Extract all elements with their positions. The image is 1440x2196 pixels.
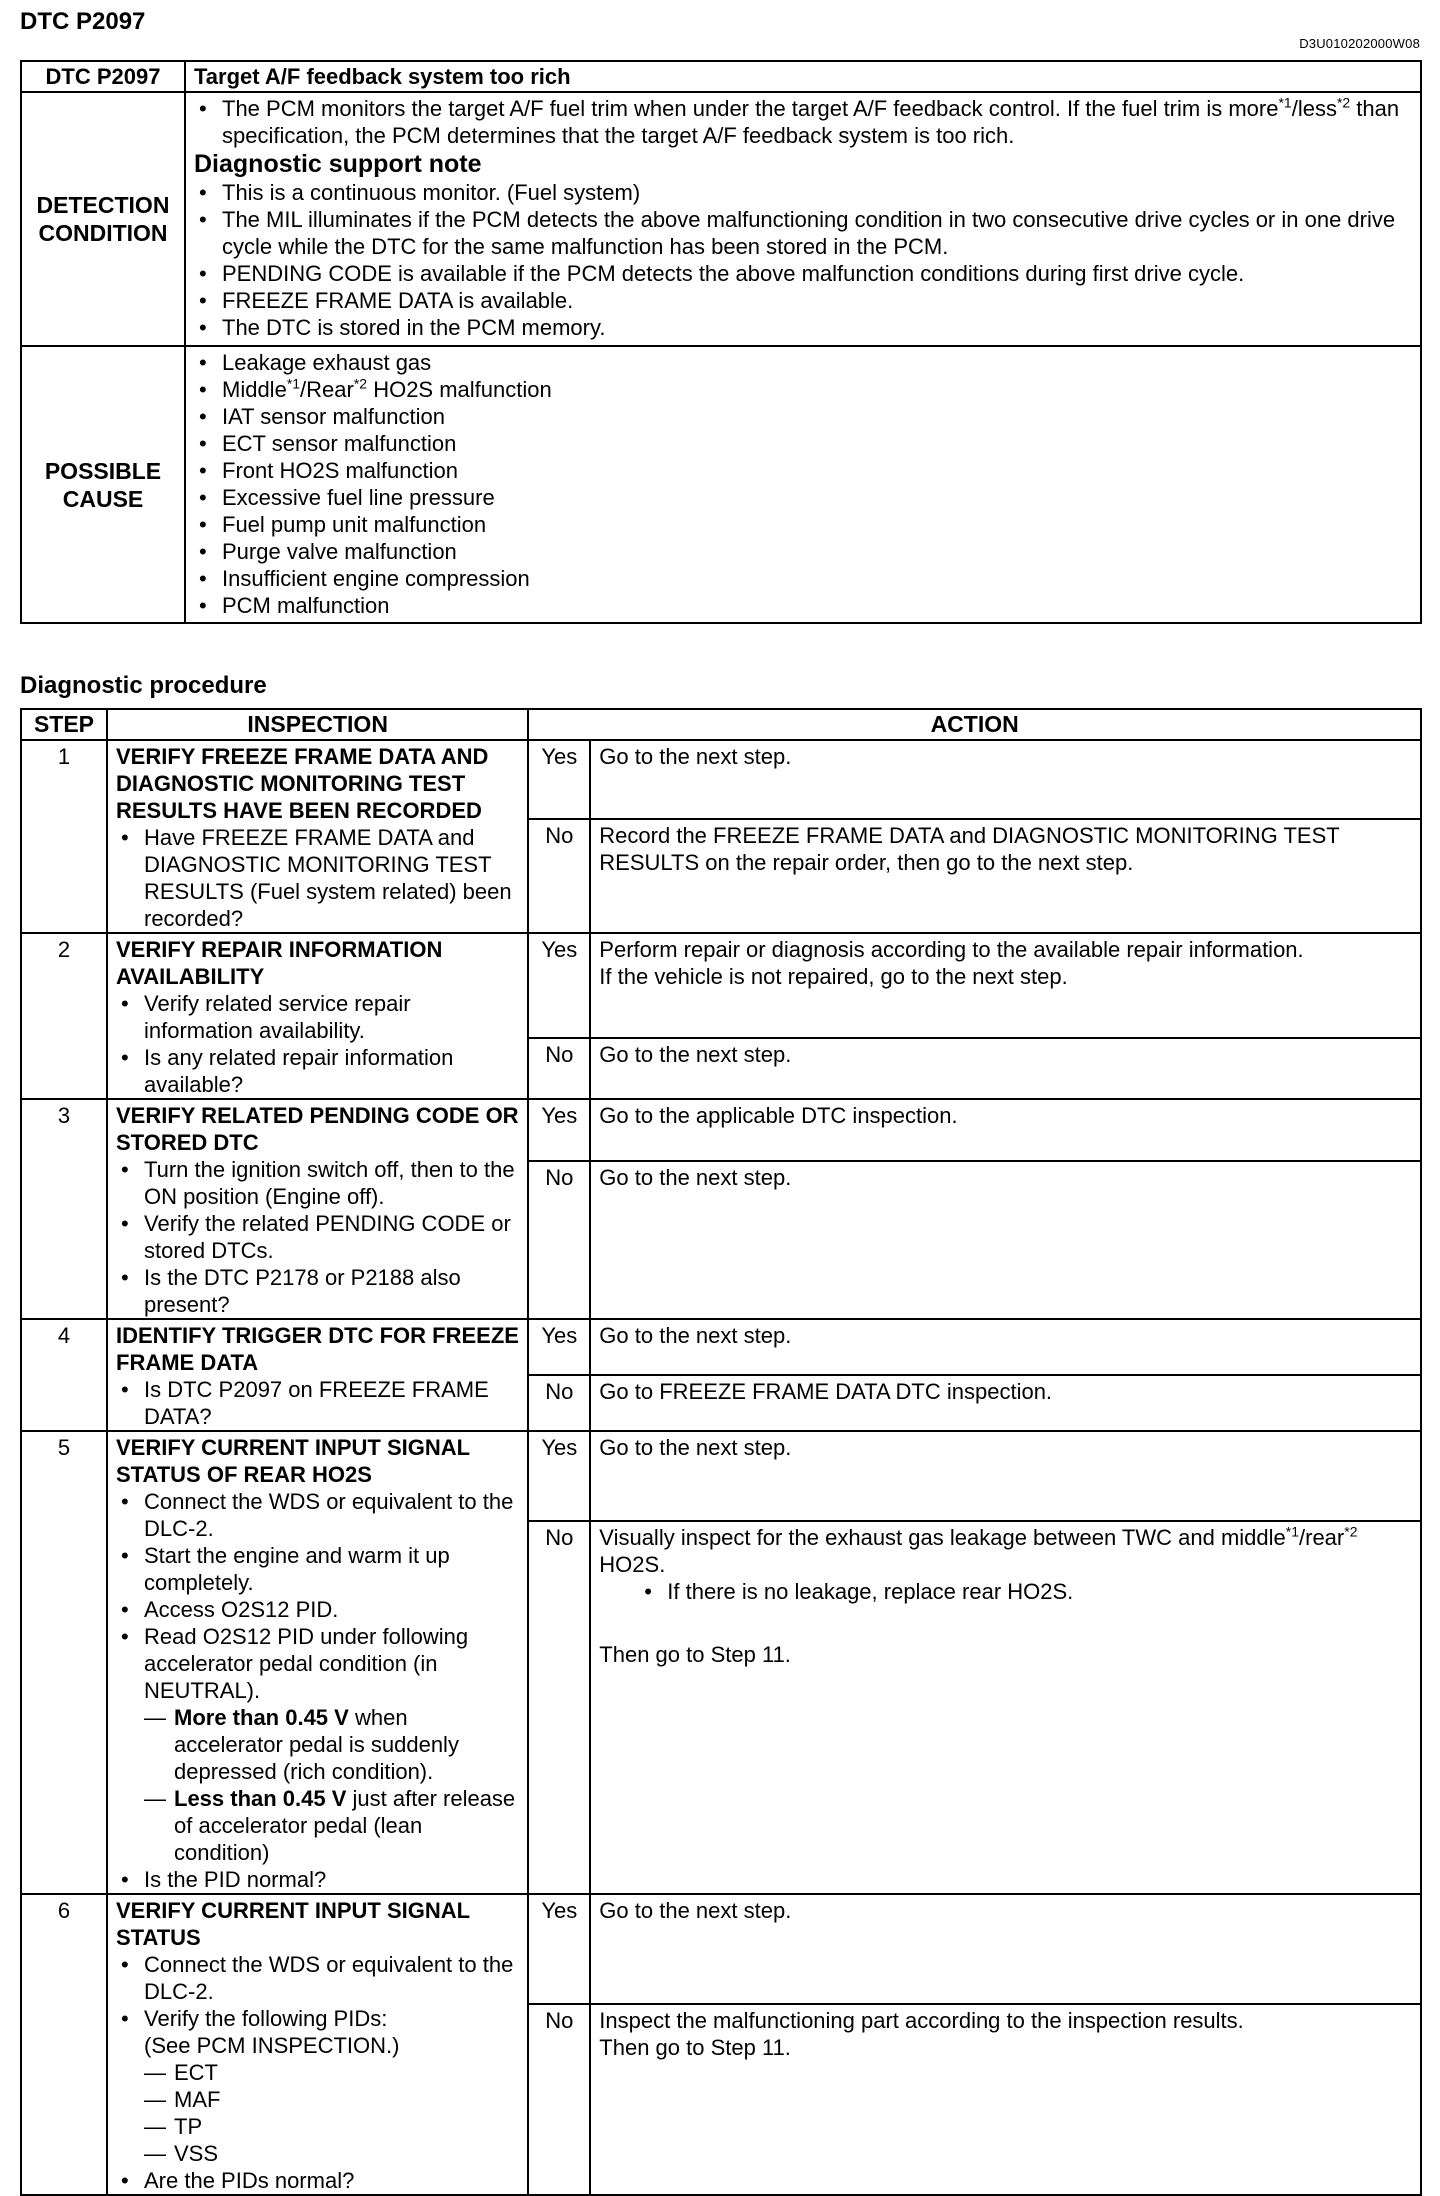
step-bullets bbox=[116, 1488, 519, 1893]
no-action: Go to the next step. bbox=[590, 1038, 1421, 1099]
page-title: DTC P2097 bbox=[20, 8, 146, 35]
step-bullet: • Connect the WDS or equivalent to the DLC-2. bbox=[144, 1488, 519, 1542]
yes-action: Go to the next step. bbox=[590, 1894, 1421, 2004]
step-bullet: • Start the engine and warm it up completely. bbox=[144, 1542, 519, 1596]
step-inspection bbox=[107, 1894, 528, 2195]
step-inspection bbox=[107, 1099, 528, 1319]
step-bullet: • Access O2S12 PID. bbox=[144, 1596, 519, 1623]
no-label: No bbox=[528, 2004, 590, 2195]
support-note-item: • PENDING CODE is available if the PCM detects the above malfunction conditions during first drive cycle. bbox=[222, 260, 1412, 287]
detection-condition-row bbox=[21, 92, 1421, 346]
possible-cause-label: POSSIBLE CAUSE bbox=[21, 346, 185, 623]
support-note-item: • The DTC is stored in the PCM memory. bbox=[222, 314, 1412, 341]
step-bullets bbox=[116, 1156, 519, 1318]
condition-item: — More than 0.45 V when accelerator pedal is suddenly depressed (rich condition). bbox=[174, 1704, 519, 1785]
cause-item: • PCM malfunction bbox=[222, 592, 1412, 619]
step-bullet: • Read O2S12 PID under following accelerator pedal condition (in NEUTRAL). — More than 0.45 V when accelerator pedal is suddenly depressed (rich condition). — Less than 0.45 V just after release of accelerator pedal (lean condition) bbox=[144, 1623, 519, 1866]
step-number: 5 bbox=[21, 1431, 107, 1894]
step-title: VERIFY CURRENT INPUT SIGNAL STATUS OF REAR HO2S bbox=[116, 1435, 470, 1487]
yes-label: Yes bbox=[528, 1431, 590, 1521]
step-title: VERIFY CURRENT INPUT SIGNAL STATUS bbox=[116, 1898, 470, 1950]
detection-condition-content bbox=[185, 92, 1421, 346]
pid-item: — ECT bbox=[174, 2059, 519, 2086]
procedure-header-row bbox=[21, 709, 1421, 740]
condition-item: — Less than 0.45 V just after release of accelerator pedal (lean condition) bbox=[174, 1785, 519, 1866]
step-bullet: • Is the PID normal? bbox=[144, 1866, 519, 1893]
step-inspection bbox=[107, 1319, 528, 1431]
inspection-header: INSPECTION bbox=[107, 709, 528, 740]
step-number: 1 bbox=[21, 740, 107, 933]
step-bullet: • Are the PIDs normal? bbox=[144, 2167, 519, 2194]
yes-label: Yes bbox=[528, 740, 590, 819]
cause-item: • Leakage exhaust gas bbox=[222, 349, 1412, 376]
step-number: 6 bbox=[21, 1894, 107, 2195]
step-bullets bbox=[116, 990, 519, 1098]
yes-label: Yes bbox=[528, 1894, 590, 2004]
support-note-item: • FREEZE FRAME DATA is available. bbox=[222, 287, 1412, 314]
see-reference: (See PCM INSPECTION.) bbox=[144, 2033, 400, 2058]
dtc-code-cell: DTC P2097 bbox=[21, 61, 185, 92]
no-label: No bbox=[528, 1375, 590, 1431]
possible-cause-content bbox=[185, 346, 1421, 623]
no-action: Record the FREEZE FRAME DATA and DIAGNOSTIC MONITORING TEST RESULTS on the repair order, then go to the next step. bbox=[590, 819, 1421, 933]
no-action-bullets bbox=[599, 1578, 1412, 1605]
cause-item: • Insufficient engine compression bbox=[222, 565, 1412, 592]
step-bullets bbox=[116, 1376, 519, 1430]
step-title: VERIFY FREEZE FRAME DATA AND DIAGNOSTIC MONITORING TEST RESULTS HAVE BEEN RECORDED bbox=[116, 744, 489, 823]
support-note-item: • The MIL illuminates if the PCM detects the above malfunctioning condition in two consecutive drive cycles or in one drive cycle while the DTC for the same malfunction has been stored in the PCM. bbox=[222, 206, 1412, 260]
cause-item: • Front HO2S malfunction bbox=[222, 457, 1412, 484]
step-bullet: • Verify the related PENDING CODE or stored DTCs. bbox=[144, 1210, 519, 1264]
pid-item: — TP bbox=[174, 2113, 519, 2140]
step-bullet: • Is DTC P2097 on FREEZE FRAME DATA? bbox=[144, 1376, 519, 1430]
no-label: No bbox=[528, 819, 590, 933]
detection-item: • The PCM monitors the target A/F fuel trim when under the target A/F feedback control. If the fuel trim is more$^{*1}$/less$^{*2}$ than specification, the PCM determines that the target A/F feedback system is too rich. bbox=[222, 95, 1412, 149]
step-row bbox=[21, 1894, 1421, 2004]
yes-action: Go to the next step. bbox=[590, 1431, 1421, 1521]
no-action: Go to FREEZE FRAME DATA DTC inspection. bbox=[590, 1375, 1421, 1431]
pid-item: — VSS bbox=[174, 2140, 519, 2167]
yes-action: Go to the applicable DTC inspection. bbox=[590, 1099, 1421, 1161]
step-row bbox=[21, 1431, 1421, 1521]
cause-item: • IAT sensor malfunction bbox=[222, 403, 1412, 430]
yes-label: Yes bbox=[528, 1319, 590, 1375]
step-number: 3 bbox=[21, 1099, 107, 1319]
step-number: 4 bbox=[21, 1319, 107, 1431]
yes-action: Go to the next step. bbox=[590, 740, 1421, 819]
step-bullet: • Connect the WDS or equivalent to the DLC-2. bbox=[144, 1951, 519, 2005]
no-label: No bbox=[528, 1161, 590, 1319]
step-row bbox=[21, 740, 1421, 819]
cause-item: • ECT sensor malfunction bbox=[222, 430, 1412, 457]
detection-condition-label: DETECTION CONDITION bbox=[21, 92, 185, 346]
step-row bbox=[21, 933, 1421, 1038]
diagnostic-procedure-table bbox=[20, 708, 1422, 2196]
step-title: VERIFY REPAIR INFORMATION AVAILABILITY bbox=[116, 937, 443, 989]
detection-list bbox=[194, 95, 1412, 149]
step-bullet: • Have FREEZE FRAME DATA and DIAGNOSTIC MONITORING TEST RESULTS (Fuel system related) been recorded? bbox=[144, 824, 519, 932]
cause-item: • Fuel pump unit malfunction bbox=[222, 511, 1412, 538]
no-action-bullet: • If there is no leakage, replace rear HO2S. bbox=[667, 1578, 1412, 1605]
action-header: ACTION bbox=[528, 709, 1421, 740]
step-title: IDENTIFY TRIGGER DTC FOR FREEZE FRAME DATA bbox=[116, 1323, 519, 1375]
step-inspection bbox=[107, 740, 528, 933]
no-label: No bbox=[528, 1521, 590, 1894]
step-bullet: • Is any related repair information available? bbox=[144, 1044, 519, 1098]
step-inspection bbox=[107, 933, 528, 1099]
document-code: D3U010202000W08 bbox=[1299, 36, 1420, 51]
cause-item: • Middle$^{*1}$/Rear$^{*2}$ HO2S malfunction bbox=[222, 376, 1412, 403]
yes-action: Go to the next step. bbox=[590, 1319, 1421, 1375]
yes-action: Perform repair or diagnosis according to the available repair information. If the vehicle is not repaired, go to the next step. bbox=[590, 933, 1421, 1038]
no-action: Inspect the malfunctioning part according to the inspection results. Then go to Step 11. bbox=[590, 2004, 1421, 2195]
step-bullets bbox=[116, 824, 519, 932]
no-action: Visually inspect for the exhaust gas leakage between TWC and middle$^{*1}$/rear$^{*2}$ HO2S. • If there is no leakage, replace rear HO2S. Then go to Step 11. bbox=[590, 1521, 1421, 1894]
step-number: 2 bbox=[21, 933, 107, 1099]
support-note-item: • This is a continuous monitor. (Fuel system) bbox=[222, 179, 1412, 206]
step-bullets bbox=[116, 1951, 519, 2194]
step-bullet: • Verify the following PIDs: (See PCM INSPECTION.) — ECT — MAF — TP — VSS bbox=[144, 2005, 519, 2167]
dtc-header-row bbox=[21, 61, 1421, 92]
cause-item: • Excessive fuel line pressure bbox=[222, 484, 1412, 511]
step-bullet: • Is the DTC P2178 or P2188 also present? bbox=[144, 1264, 519, 1318]
step-row bbox=[21, 1099, 1421, 1161]
possible-cause-list bbox=[194, 349, 1412, 619]
step-row bbox=[21, 1319, 1421, 1375]
step-bullet: • Turn the ignition switch off, then to the ON position (Engine off). bbox=[144, 1156, 519, 1210]
dtc-description-cell: Target A/F feedback system too rich bbox=[185, 61, 1421, 92]
section-title: Diagnostic procedure bbox=[20, 672, 267, 699]
condition-list bbox=[144, 1704, 519, 1866]
yes-label: Yes bbox=[528, 933, 590, 1038]
dtc-summary-table bbox=[20, 60, 1422, 624]
possible-cause-row bbox=[21, 346, 1421, 623]
step-header: STEP bbox=[21, 709, 107, 740]
pid-list bbox=[144, 2059, 519, 2167]
support-note-list bbox=[194, 179, 1412, 341]
step-inspection bbox=[107, 1431, 528, 1894]
step-bullet: • Verify related service repair information availability. bbox=[144, 990, 519, 1044]
cause-item: • Purge valve malfunction bbox=[222, 538, 1412, 565]
support-note-title: Diagnostic support note bbox=[194, 150, 482, 178]
no-label: No bbox=[528, 1038, 590, 1099]
pid-item: — MAF bbox=[174, 2086, 519, 2113]
step-title: VERIFY RELATED PENDING CODE OR STORED DTC bbox=[116, 1103, 519, 1155]
no-action: Go to the next step. bbox=[590, 1161, 1421, 1319]
yes-label: Yes bbox=[528, 1099, 590, 1161]
